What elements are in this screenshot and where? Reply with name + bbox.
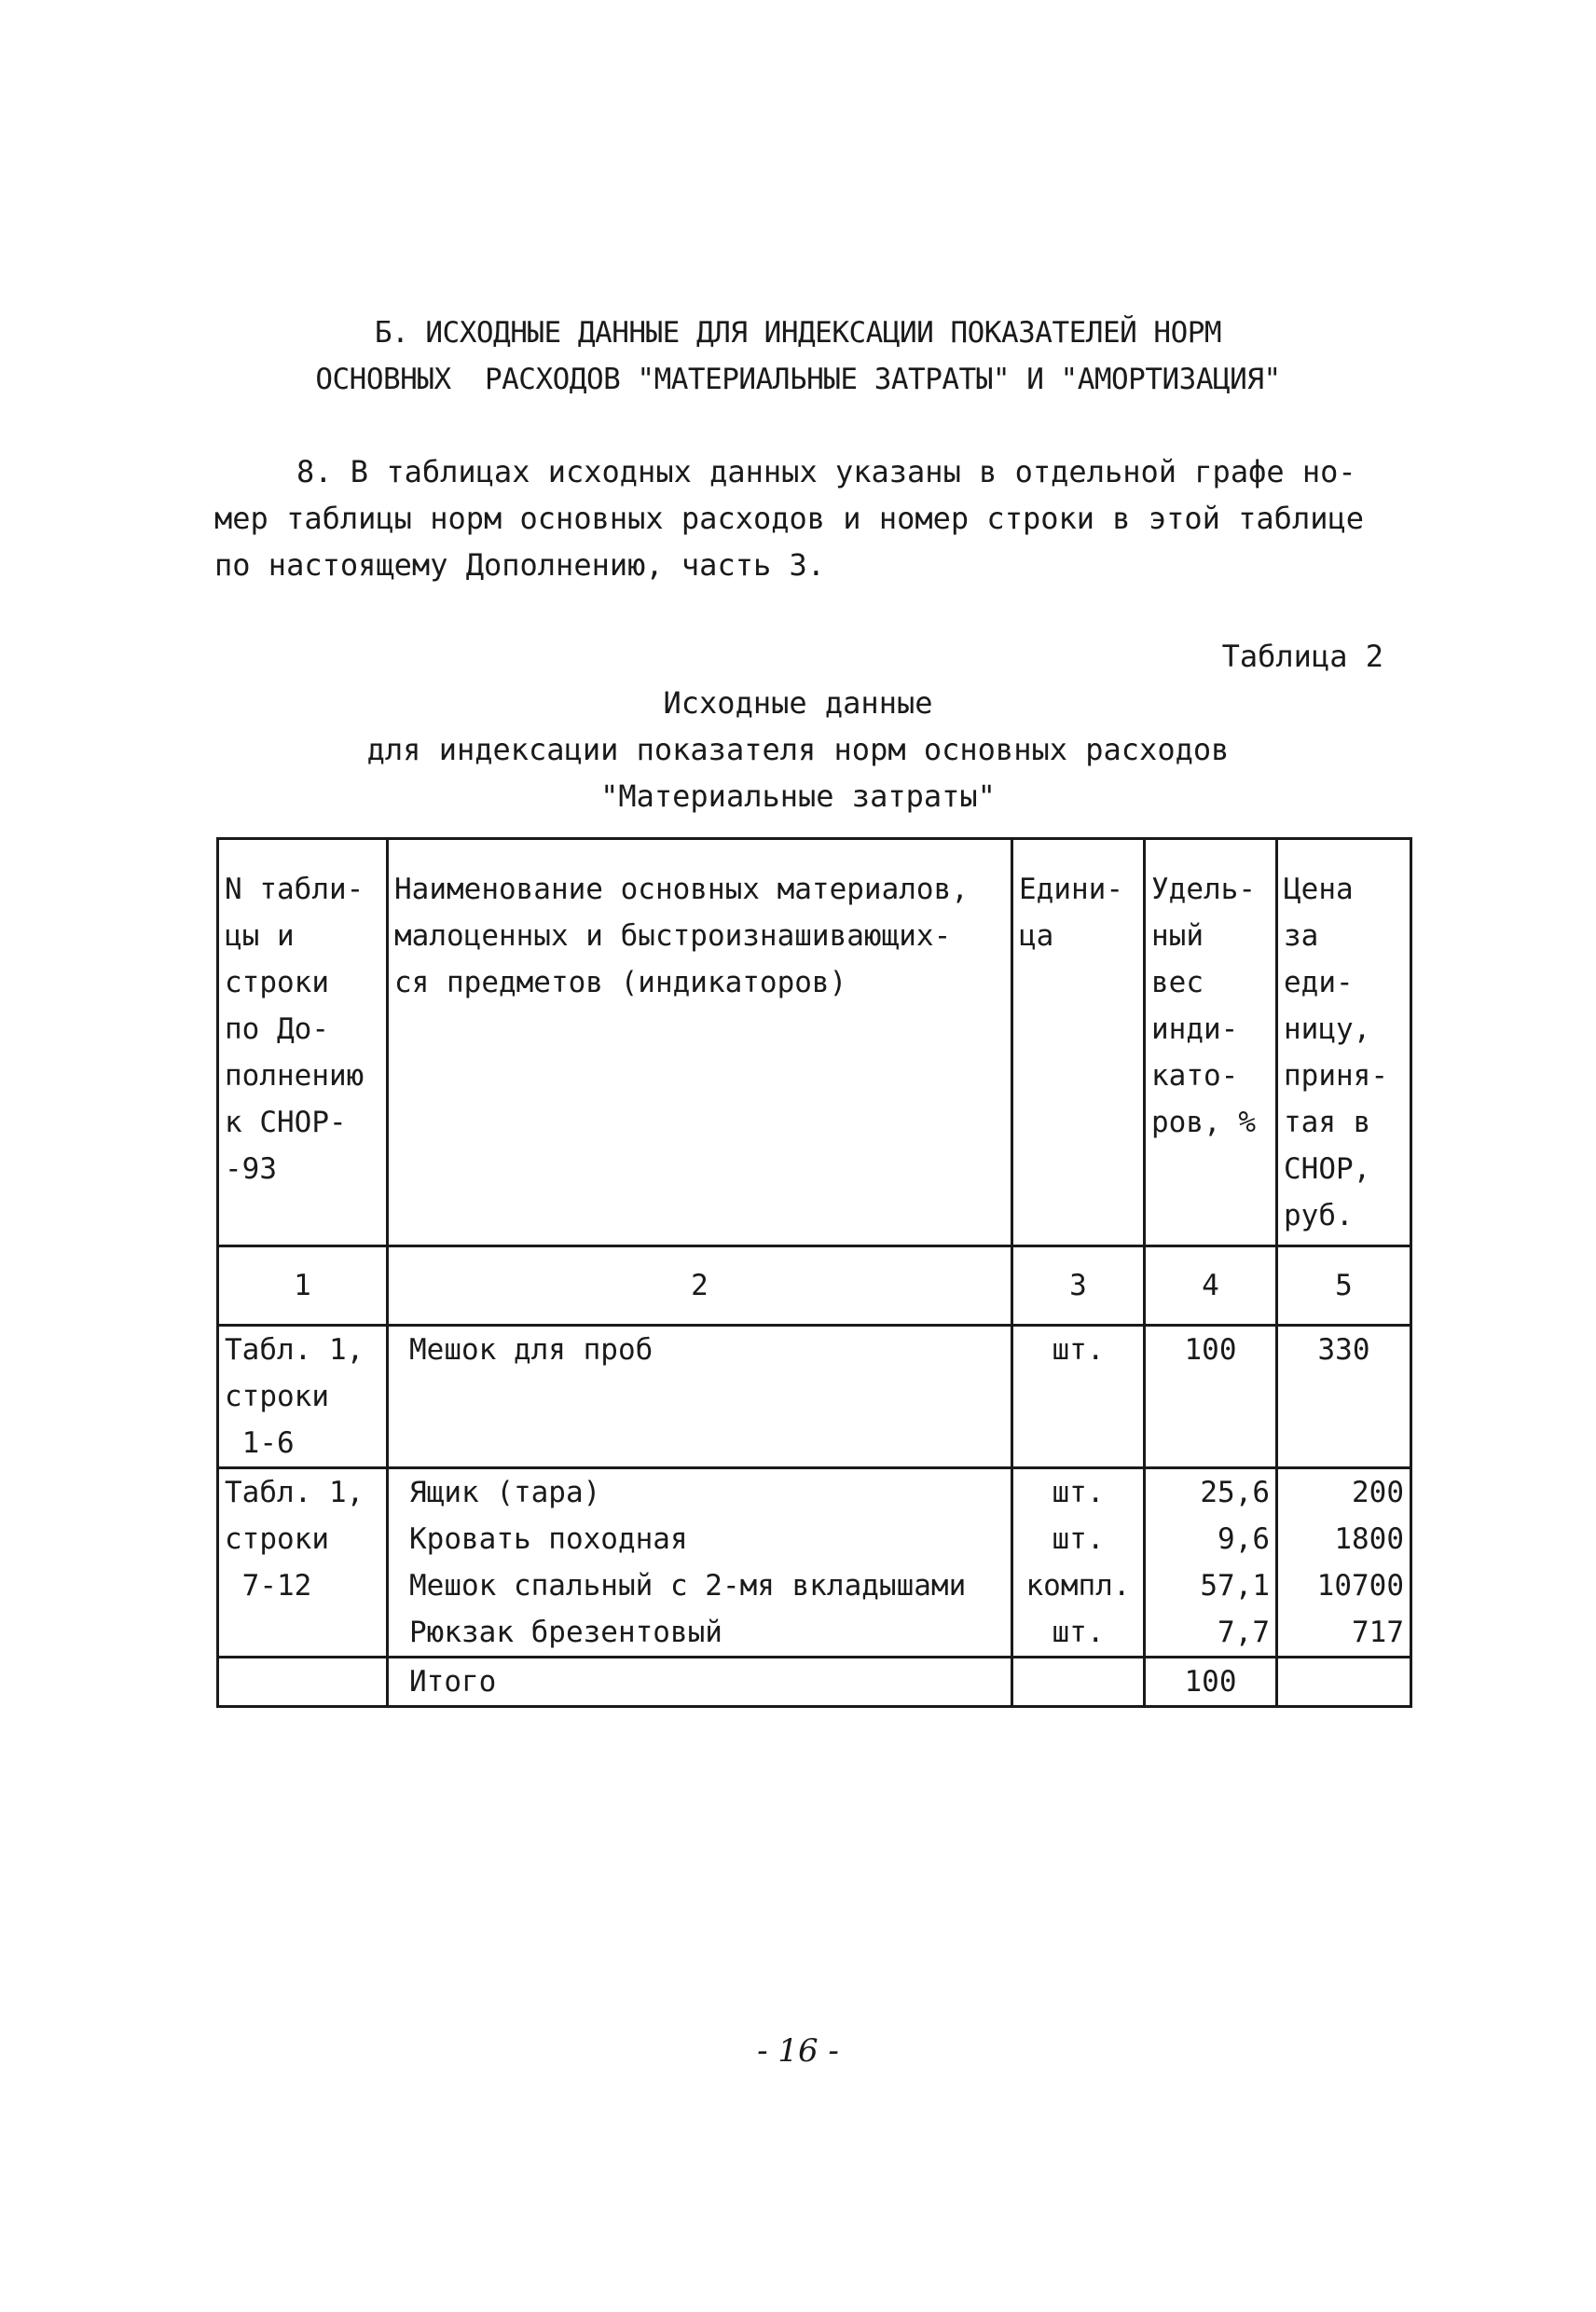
total-price: [1277, 1658, 1411, 1707]
table-label: Таблица 2: [1221, 639, 1383, 674]
column-numbers-row: [218, 1246, 1411, 1326]
page-number: - 16 -: [757, 2032, 839, 2070]
table-row: [218, 1326, 1411, 1468]
column-number-1: 1: [218, 1246, 388, 1326]
column-number-3: 3: [1012, 1246, 1145, 1326]
row-ref: Табл. 1, строки 7-12: [218, 1468, 388, 1658]
materials-table: [216, 837, 1412, 1708]
row-name: Мешок для проб: [388, 1326, 1012, 1468]
table-title-line-1: Исходные данные: [663, 685, 933, 721]
header-name: Наименование основных материалов, малоценных и быстроизнашивающих- ся предметов (индикаторов): [388, 839, 1012, 1246]
row-price: 330: [1277, 1326, 1411, 1468]
row-unit: шт.: [1012, 1326, 1145, 1468]
row-prices: 200 1800 10700 717: [1277, 1468, 1411, 1658]
header-weight: Удель- ный вес инди- като- ров, %: [1145, 839, 1277, 1246]
section-heading-line-2: ОСНОВНЫХ РАСХОДОВ "МАТЕРИАЛЬНЫЕ ЗАТРАТЫ" И "АМОРТИЗАЦИЯ": [315, 363, 1281, 396]
total-unit: [1012, 1658, 1145, 1707]
paragraph-line-2: мер таблицы норм основных расходов и номер строки в этой таблице: [214, 501, 1364, 536]
section-heading-line-1: Б. ИСХОДНЫЕ ДАННЫЕ ДЛЯ ИНДЕКСАЦИИ ПОКАЗАТЕЛЕЙ НОРМ: [374, 316, 1222, 350]
header-unit: Едини- ца: [1012, 839, 1145, 1246]
header-price: Цена за еди- ницу, приня- тая в СНОР, руб.: [1277, 839, 1411, 1246]
total-label: Итого: [388, 1658, 1012, 1707]
total-weight: 100: [1145, 1658, 1277, 1707]
total-row: [218, 1658, 1411, 1707]
header-ref: N табли- цы и строки по До- полнению к СНОР- -93: [218, 839, 388, 1246]
row-names: Ящик (тара) Кровать походная Мешок спальный с 2-мя вкладышами Рюкзак брезентовый: [388, 1468, 1012, 1658]
table-title-line-2: для индексации показателя норм основных расходов: [366, 732, 1230, 767]
row-units: шт. шт. компл. шт.: [1012, 1468, 1145, 1658]
table-row: [218, 1468, 1411, 1658]
column-number-5: 5: [1277, 1246, 1411, 1326]
row-weights: 25,6 9,6 57,1 7,7: [1145, 1468, 1277, 1658]
total-ref: [218, 1658, 388, 1707]
paragraph-line-1: 8. В таблицах исходных данных указаны в отдельной графе но-: [296, 454, 1356, 489]
paragraph-line-3: по настоящему Дополнению, часть 3.: [214, 547, 826, 583]
row-weight: 100: [1145, 1326, 1277, 1468]
row-ref: Табл. 1, строки 1-6: [218, 1326, 388, 1468]
table-title-line-3: "Материальные затраты": [600, 778, 996, 814]
column-number-4: 4: [1145, 1246, 1277, 1326]
column-number-2: 2: [388, 1246, 1012, 1326]
table-header-row: [218, 839, 1411, 1246]
